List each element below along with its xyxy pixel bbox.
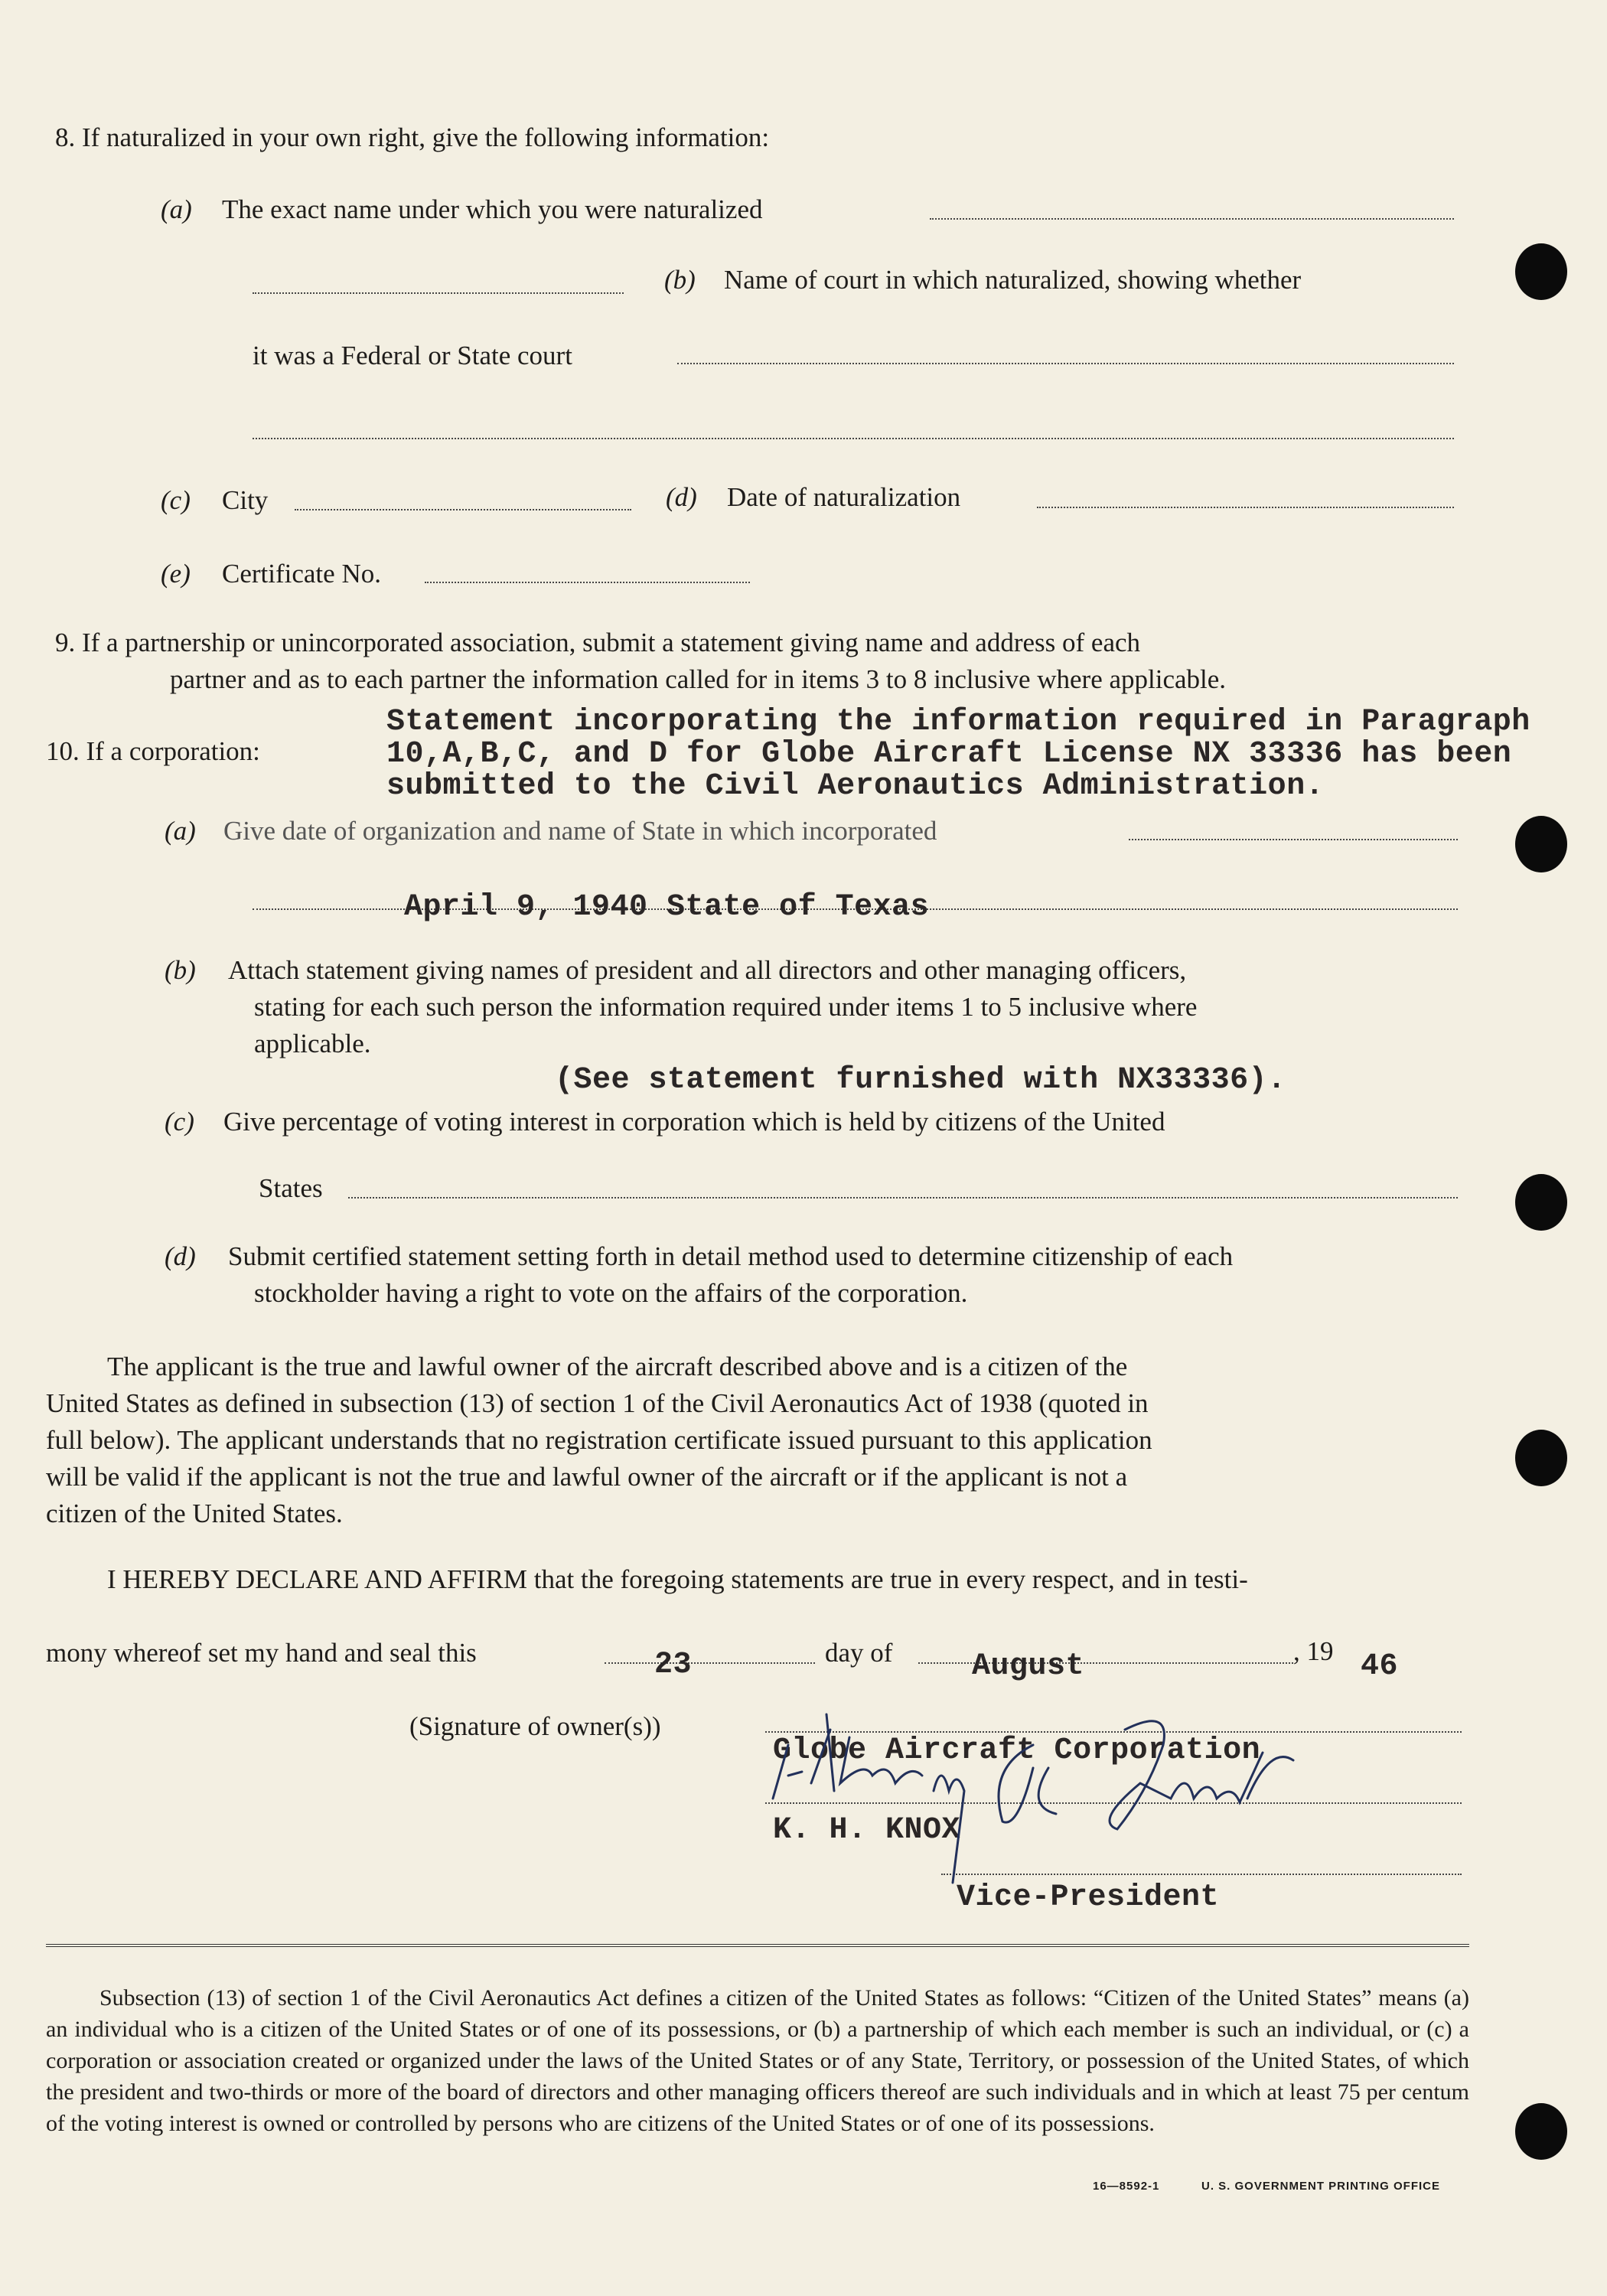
- signer-name: K. H. KNOX: [773, 1813, 961, 1848]
- typed-statement-line: submitted to the Civil Aeronautics Administration.: [386, 769, 1325, 804]
- signature-label: (Signature of owner(s)): [409, 1711, 661, 1741]
- city-field[interactable]: [295, 509, 631, 510]
- item8-e-text: Certificate No.: [222, 559, 381, 589]
- item9-line2: partner and as to each partner the information called for in items 3 to 8 inclusive where applicable.: [170, 664, 1227, 694]
- item8-b-text: Name of court in which naturalized, showing whether: [724, 265, 1302, 295]
- item8-c-text: City: [222, 485, 269, 515]
- punch-hole: [1515, 816, 1567, 872]
- item10-b-line: stating for each such person the information required under items 1 to 5 inclusive where: [254, 992, 1198, 1022]
- divider-rule: [46, 1944, 1469, 1947]
- item10-a-label: (a): [165, 816, 196, 846]
- printer-imprint: U. S. GOVERNMENT PRINTING OFFICE: [1201, 2180, 1441, 2193]
- typed-statement-line: 10,A,B,C, and D for Globe Aircraft License NX 33336 has been: [386, 737, 1512, 771]
- affirmation-line: will be valid if the applicant is not the true and lawful owner of the aircraft or if the applicant is not a: [46, 1462, 1128, 1492]
- day-of-text: day of: [825, 1638, 893, 1668]
- declaration-caps: I HEREBY DECLARE AND AFFIRM: [107, 1564, 528, 1594]
- court-field[interactable]: [677, 363, 1454, 364]
- declaration-rest: that the foregoing statements are true in every respect, and in testi-: [533, 1564, 1248, 1594]
- signer-title: Vice-President: [957, 1880, 1220, 1915]
- voting-percentage-field[interactable]: [348, 1197, 1458, 1199]
- item10-a-text: Give date of organization and name of State in which incorporated: [223, 816, 937, 846]
- certificate-field[interactable]: [425, 582, 750, 583]
- affirmation-line: citizen of the United States.: [46, 1499, 343, 1528]
- month-value: August: [972, 1649, 1085, 1684]
- court-field-cont[interactable]: [253, 438, 1454, 439]
- item10-b-line: applicable.: [254, 1029, 371, 1058]
- item8-e-label: (e): [161, 559, 191, 589]
- item8-heading: 8. If naturalized in your own right, give the following information:: [55, 122, 770, 152]
- item10-d-line: stockholder having a right to vote on the affairs of the corporation.: [254, 1278, 968, 1308]
- statement-reference: (See statement furnished with NX33336).: [555, 1063, 1286, 1097]
- incorporation-value: April 9, 1940 State of Texas: [404, 890, 930, 925]
- item10-d-line: Submit certified statement setting forth in detail method used to determine citizenship of each: [228, 1241, 1234, 1271]
- handwritten-signature: [758, 1699, 1462, 1898]
- item9-line1: 9. If a partnership or unincorporated association, submit a statement giving name and address of each: [55, 628, 1141, 657]
- typed-statement-line: Statement incorporating the information required in Paragraph: [386, 705, 1530, 739]
- punch-hole: [1515, 243, 1567, 300]
- punch-hole: [1515, 1430, 1567, 1486]
- punch-hole: [1515, 2103, 1567, 2160]
- punch-hole: [1515, 1174, 1567, 1231]
- naturalized-name-field[interactable]: [930, 218, 1454, 220]
- item10-heading: 10. If a corporation:: [46, 736, 260, 766]
- item10-c-label: (c): [165, 1107, 194, 1137]
- day-value: 23: [654, 1648, 693, 1682]
- affirmation-line: United States as defined in subsection (13) of section 1 of the Civil Aeronautics Act of 1938 (quoted in: [46, 1388, 1149, 1418]
- item8-c-label: (c): [161, 485, 191, 515]
- naturalized-name-field-cont[interactable]: [253, 292, 624, 294]
- year-prefix: , 19: [1293, 1636, 1334, 1666]
- item10-d-label: (d): [165, 1241, 196, 1271]
- item10-b-label: (b): [165, 955, 196, 985]
- owner-name: Globe Aircraft Corporation: [773, 1733, 1261, 1768]
- affirmation-line: The applicant is the true and lawful owner of the aircraft described above and is a citizen of the: [107, 1352, 1128, 1381]
- item8-d-label: (d): [666, 482, 697, 512]
- item8-b-label: (b): [664, 265, 696, 295]
- item10-c-text: Give percentage of voting interest in corporation which is held by citizens of the United: [223, 1107, 1165, 1137]
- citizen-definition-footnote: Subsection (13) of section 1 of the Civil Aeronautics Act defines a citizen of the United States as follows: “Citizen of the United States” means (a) an individual who is a citizen of the United States or of one of its possessions, or (b) a partnership of which each member is such an individual, or (c) a corporation or association created or organized under the laws of the United States or of any State, Territory, or possession of the United States, of which the president and two-thirds or more of the board of directors and other managing officers thereof are such individuals and in which at least 75 per centum of the voting interest is owned or controlled by persons who are citizens of the United States or of one of its possessions.: [46, 1985, 1469, 2136]
- item8-a-label: (a): [161, 194, 192, 224]
- testimony-text: mony whereof set my hand and seal this: [46, 1638, 477, 1668]
- item10-c-text2: States: [259, 1173, 323, 1203]
- incorporation-field[interactable]: [1129, 839, 1458, 840]
- item8-a-text: The exact name under which you were naturalized: [222, 194, 763, 224]
- declaration-line: [107, 1566, 1248, 1593]
- naturalization-date-field[interactable]: [1037, 507, 1454, 508]
- day-field[interactable]: [605, 1662, 815, 1664]
- item8-b-text2: it was a Federal or State court: [253, 341, 572, 370]
- affirmation-line: full below). The applicant understands that no registration certificate issued pursuant to this application: [46, 1425, 1152, 1455]
- year-value: 46: [1361, 1649, 1399, 1684]
- item8-d-text: Date of naturalization: [727, 482, 961, 512]
- form-number: 16—8592-1: [1093, 2180, 1160, 2193]
- item10-b-line: Attach statement giving names of president and all directors and other managing officers,: [228, 955, 1187, 985]
